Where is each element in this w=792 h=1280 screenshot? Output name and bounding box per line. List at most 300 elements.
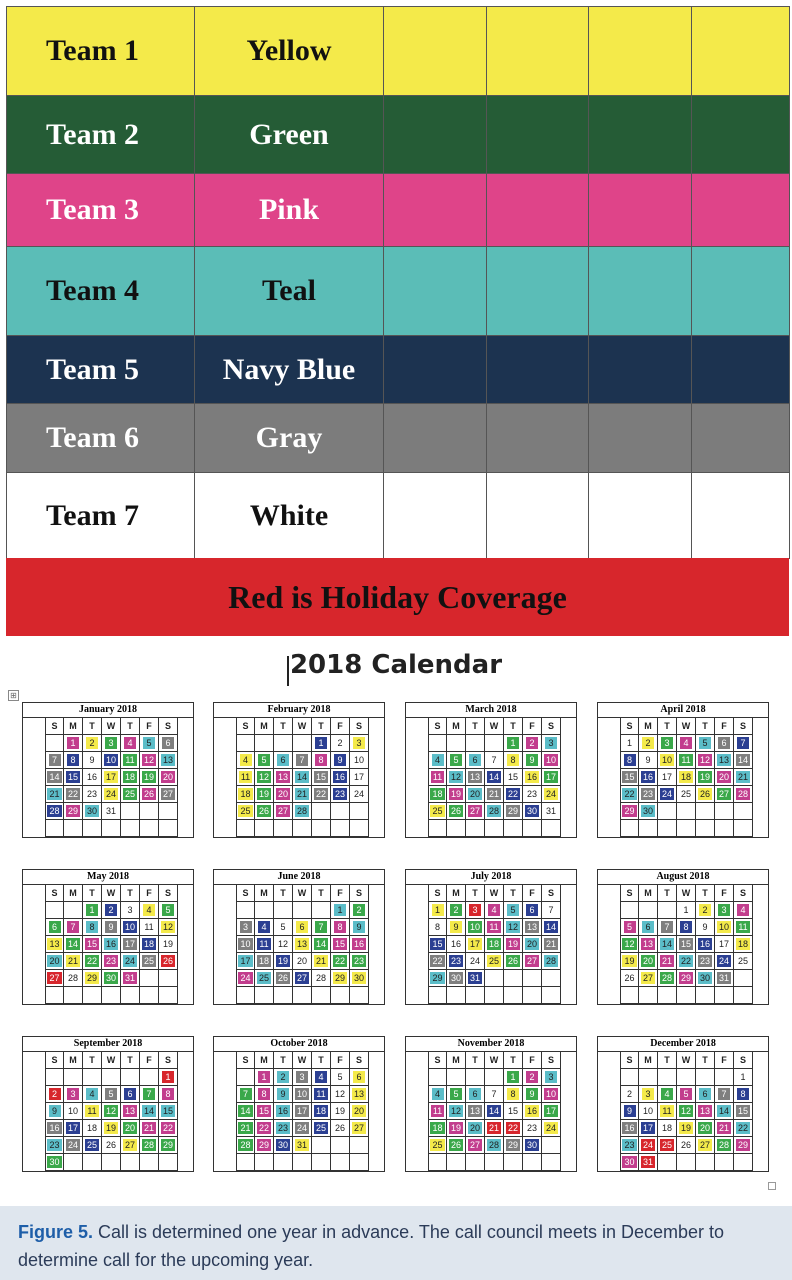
day-cell[interactable] [639, 803, 658, 820]
day-cell[interactable] [102, 970, 121, 987]
day-cell[interactable] [658, 735, 677, 752]
day-cell[interactable] [331, 1069, 350, 1086]
day-cell[interactable] [485, 1103, 504, 1120]
day-cell[interactable] [658, 953, 677, 970]
day-cell[interactable] [102, 919, 121, 936]
day-cell[interactable] [293, 1069, 312, 1086]
day-cell[interactable] [466, 752, 485, 769]
day-cell[interactable] [102, 752, 121, 769]
day-cell[interactable] [350, 902, 369, 919]
day-cell[interactable] [159, 1120, 178, 1137]
day-cell[interactable] [121, 1086, 140, 1103]
day-cell[interactable] [102, 953, 121, 970]
day-cell[interactable] [350, 786, 369, 803]
day-cell[interactable] [102, 1103, 121, 1120]
day-cell[interactable] [312, 919, 331, 936]
day-cell[interactable] [447, 1120, 466, 1137]
day-cell[interactable] [447, 919, 466, 936]
day-cell[interactable] [236, 1086, 255, 1103]
day-cell[interactable] [140, 1086, 159, 1103]
day-cell[interactable] [696, 1120, 715, 1137]
day-cell[interactable] [45, 1086, 64, 1103]
day-cell[interactable] [466, 902, 485, 919]
day-cell[interactable] [715, 902, 734, 919]
day-cell[interactable] [677, 953, 696, 970]
day-cell[interactable] [447, 803, 466, 820]
day-cell[interactable] [466, 919, 485, 936]
day-cell[interactable] [293, 936, 312, 953]
day-cell[interactable] [121, 970, 140, 987]
day-cell[interactable] [677, 936, 696, 953]
day-cell[interactable] [140, 1120, 159, 1137]
day-cell[interactable] [639, 752, 658, 769]
day-cell[interactable] [677, 902, 696, 919]
day-cell[interactable] [658, 970, 677, 987]
day-cell[interactable] [715, 970, 734, 987]
day-cell[interactable] [274, 803, 293, 820]
day-cell[interactable] [83, 970, 102, 987]
day-cell[interactable] [350, 1120, 369, 1137]
day-cell[interactable] [447, 953, 466, 970]
day-cell[interactable] [255, 1120, 274, 1137]
day-cell[interactable] [658, 936, 677, 953]
day-cell[interactable] [121, 1103, 140, 1120]
day-cell[interactable] [542, 953, 561, 970]
day-cell[interactable] [696, 752, 715, 769]
day-cell[interactable] [504, 803, 523, 820]
day-cell[interactable] [274, 1086, 293, 1103]
day-cell[interactable] [485, 902, 504, 919]
day-cell[interactable] [620, 735, 639, 752]
day-cell[interactable] [64, 786, 83, 803]
day-cell[interactable] [45, 936, 64, 953]
day-cell[interactable] [696, 735, 715, 752]
day-cell[interactable] [293, 1137, 312, 1154]
day-cell[interactable] [121, 1120, 140, 1137]
day-cell[interactable] [696, 953, 715, 970]
day-cell[interactable] [102, 936, 121, 953]
day-cell[interactable] [64, 752, 83, 769]
day-cell[interactable] [523, 1069, 542, 1086]
day-cell[interactable] [696, 786, 715, 803]
day-cell[interactable] [255, 803, 274, 820]
day-cell[interactable] [293, 1103, 312, 1120]
day-cell[interactable] [658, 1086, 677, 1103]
day-cell[interactable] [331, 919, 350, 936]
day-cell[interactable] [312, 953, 331, 970]
day-cell[interactable] [542, 902, 561, 919]
day-cell[interactable] [331, 1086, 350, 1103]
day-cell[interactable] [715, 735, 734, 752]
day-cell[interactable] [45, 1120, 64, 1137]
day-cell[interactable] [255, 1086, 274, 1103]
day-cell[interactable] [236, 953, 255, 970]
day-cell[interactable] [274, 919, 293, 936]
day-cell[interactable] [121, 919, 140, 936]
day-cell[interactable] [715, 786, 734, 803]
day-cell[interactable] [658, 769, 677, 786]
day-cell[interactable] [159, 1103, 178, 1120]
day-cell[interactable] [312, 1120, 331, 1137]
day-cell[interactable] [45, 786, 64, 803]
day-cell[interactable] [236, 803, 255, 820]
day-cell[interactable] [121, 1137, 140, 1154]
day-cell[interactable] [734, 1137, 753, 1154]
day-cell[interactable] [236, 919, 255, 936]
day-cell[interactable] [350, 1086, 369, 1103]
day-cell[interactable] [466, 1120, 485, 1137]
day-cell[interactable] [466, 786, 485, 803]
day-cell[interactable] [734, 786, 753, 803]
day-cell[interactable] [523, 1103, 542, 1120]
day-cell[interactable] [523, 919, 542, 936]
day-cell[interactable] [45, 1103, 64, 1120]
day-cell[interactable] [83, 786, 102, 803]
day-cell[interactable] [64, 1137, 83, 1154]
day-cell[interactable] [523, 786, 542, 803]
day-cell[interactable] [523, 803, 542, 820]
day-cell[interactable] [159, 786, 178, 803]
day-cell[interactable] [255, 1103, 274, 1120]
day-cell[interactable] [428, 1120, 447, 1137]
day-cell[interactable] [293, 786, 312, 803]
day-cell[interactable] [350, 769, 369, 786]
day-cell[interactable] [255, 953, 274, 970]
day-cell[interactable] [620, 786, 639, 803]
day-cell[interactable] [159, 769, 178, 786]
day-cell[interactable] [350, 919, 369, 936]
day-cell[interactable] [734, 1069, 753, 1086]
day-cell[interactable] [236, 769, 255, 786]
day-cell[interactable] [542, 1120, 561, 1137]
day-cell[interactable] [466, 970, 485, 987]
day-cell[interactable] [542, 919, 561, 936]
day-cell[interactable] [331, 936, 350, 953]
day-cell[interactable] [255, 752, 274, 769]
day-cell[interactable] [715, 953, 734, 970]
day-cell[interactable] [504, 735, 523, 752]
day-cell[interactable] [83, 803, 102, 820]
day-cell[interactable] [428, 902, 447, 919]
day-cell[interactable] [274, 953, 293, 970]
day-cell[interactable] [542, 1086, 561, 1103]
day-cell[interactable] [236, 1137, 255, 1154]
day-cell[interactable] [523, 1120, 542, 1137]
day-cell[interactable] [523, 936, 542, 953]
day-cell[interactable] [677, 1137, 696, 1154]
day-cell[interactable] [485, 1086, 504, 1103]
day-cell[interactable] [542, 1069, 561, 1086]
day-cell[interactable] [312, 786, 331, 803]
day-cell[interactable] [542, 769, 561, 786]
day-cell[interactable] [159, 1137, 178, 1154]
day-cell[interactable] [45, 752, 64, 769]
day-cell[interactable] [274, 769, 293, 786]
day-cell[interactable] [677, 1120, 696, 1137]
day-cell[interactable] [428, 936, 447, 953]
day-cell[interactable] [620, 970, 639, 987]
day-cell[interactable] [140, 902, 159, 919]
day-cell[interactable] [83, 752, 102, 769]
day-cell[interactable] [140, 919, 159, 936]
day-cell[interactable] [485, 953, 504, 970]
day-cell[interactable] [83, 1120, 102, 1137]
day-cell[interactable] [64, 803, 83, 820]
day-cell[interactable] [102, 735, 121, 752]
day-cell[interactable] [447, 970, 466, 987]
day-cell[interactable] [312, 735, 331, 752]
day-cell[interactable] [485, 803, 504, 820]
day-cell[interactable] [428, 953, 447, 970]
day-cell[interactable] [255, 970, 274, 987]
day-cell[interactable] [293, 953, 312, 970]
day-cell[interactable] [639, 769, 658, 786]
day-cell[interactable] [428, 803, 447, 820]
day-cell[interactable] [255, 786, 274, 803]
day-cell[interactable] [274, 1069, 293, 1086]
day-cell[interactable] [331, 970, 350, 987]
day-cell[interactable] [83, 769, 102, 786]
day-cell[interactable] [83, 735, 102, 752]
day-cell[interactable] [696, 1086, 715, 1103]
day-cell[interactable] [83, 936, 102, 953]
day-cell[interactable] [331, 953, 350, 970]
day-cell[interactable] [312, 1103, 331, 1120]
day-cell[interactable] [639, 735, 658, 752]
day-cell[interactable] [45, 1137, 64, 1154]
day-cell[interactable] [677, 1103, 696, 1120]
day-cell[interactable] [331, 786, 350, 803]
day-cell[interactable] [639, 1154, 658, 1171]
day-cell[interactable] [447, 1103, 466, 1120]
day-cell[interactable] [102, 1137, 121, 1154]
day-cell[interactable] [734, 752, 753, 769]
day-cell[interactable] [542, 735, 561, 752]
day-cell[interactable] [485, 1137, 504, 1154]
day-cell[interactable] [350, 936, 369, 953]
day-cell[interactable] [121, 786, 140, 803]
day-cell[interactable] [639, 936, 658, 953]
day-cell[interactable] [677, 786, 696, 803]
day-cell[interactable] [620, 1086, 639, 1103]
day-cell[interactable] [677, 752, 696, 769]
day-cell[interactable] [331, 769, 350, 786]
day-cell[interactable] [293, 1086, 312, 1103]
day-cell[interactable] [715, 936, 734, 953]
day-cell[interactable] [293, 1120, 312, 1137]
day-cell[interactable] [102, 1120, 121, 1137]
day-cell[interactable] [102, 769, 121, 786]
day-cell[interactable] [504, 953, 523, 970]
day-cell[interactable] [121, 902, 140, 919]
day-cell[interactable] [428, 752, 447, 769]
day-cell[interactable] [274, 1120, 293, 1137]
day-cell[interactable] [293, 752, 312, 769]
day-cell[interactable] [523, 769, 542, 786]
day-cell[interactable] [696, 936, 715, 953]
day-cell[interactable] [428, 769, 447, 786]
day-cell[interactable] [140, 1137, 159, 1154]
day-cell[interactable] [293, 919, 312, 936]
day-cell[interactable] [620, 803, 639, 820]
day-cell[interactable] [466, 769, 485, 786]
day-cell[interactable] [466, 1086, 485, 1103]
day-cell[interactable] [696, 902, 715, 919]
day-cell[interactable] [542, 1103, 561, 1120]
day-cell[interactable] [83, 1137, 102, 1154]
day-cell[interactable] [620, 769, 639, 786]
day-cell[interactable] [236, 786, 255, 803]
day-cell[interactable] [504, 1120, 523, 1137]
day-cell[interactable] [140, 735, 159, 752]
day-cell[interactable] [121, 769, 140, 786]
day-cell[interactable] [523, 1137, 542, 1154]
day-cell[interactable] [734, 1086, 753, 1103]
day-cell[interactable] [542, 786, 561, 803]
day-cell[interactable] [504, 1137, 523, 1154]
day-cell[interactable] [734, 769, 753, 786]
day-cell[interactable] [696, 970, 715, 987]
day-cell[interactable] [64, 970, 83, 987]
day-cell[interactable] [466, 1103, 485, 1120]
day-cell[interactable] [715, 752, 734, 769]
day-cell[interactable] [45, 803, 64, 820]
day-cell[interactable] [236, 970, 255, 987]
day-cell[interactable] [236, 936, 255, 953]
day-cell[interactable] [734, 936, 753, 953]
day-cell[interactable] [64, 1103, 83, 1120]
day-cell[interactable] [504, 919, 523, 936]
day-cell[interactable] [485, 919, 504, 936]
day-cell[interactable] [312, 936, 331, 953]
day-cell[interactable] [620, 953, 639, 970]
day-cell[interactable] [159, 936, 178, 953]
day-cell[interactable] [64, 953, 83, 970]
day-cell[interactable] [447, 752, 466, 769]
day-cell[interactable] [83, 953, 102, 970]
day-cell[interactable] [45, 953, 64, 970]
day-cell[interactable] [83, 902, 102, 919]
day-cell[interactable] [45, 1154, 64, 1171]
day-cell[interactable] [45, 769, 64, 786]
day-cell[interactable] [658, 1103, 677, 1120]
day-cell[interactable] [639, 786, 658, 803]
day-cell[interactable] [64, 735, 83, 752]
day-cell[interactable] [159, 752, 178, 769]
day-cell[interactable] [350, 752, 369, 769]
day-cell[interactable] [734, 902, 753, 919]
day-cell[interactable] [620, 919, 639, 936]
day-cell[interactable] [102, 803, 121, 820]
day-cell[interactable] [274, 970, 293, 987]
day-cell[interactable] [159, 1069, 178, 1086]
day-cell[interactable] [236, 752, 255, 769]
day-cell[interactable] [504, 752, 523, 769]
day-cell[interactable] [428, 1103, 447, 1120]
day-cell[interactable] [485, 936, 504, 953]
day-cell[interactable] [447, 769, 466, 786]
day-cell[interactable] [504, 1086, 523, 1103]
day-cell[interactable] [523, 752, 542, 769]
day-cell[interactable] [274, 1137, 293, 1154]
day-cell[interactable] [83, 1086, 102, 1103]
day-cell[interactable] [312, 769, 331, 786]
day-cell[interactable] [639, 953, 658, 970]
day-cell[interactable] [45, 919, 64, 936]
day-cell[interactable] [312, 1086, 331, 1103]
day-cell[interactable] [658, 752, 677, 769]
day-cell[interactable] [121, 936, 140, 953]
day-cell[interactable] [677, 919, 696, 936]
day-cell[interactable] [312, 752, 331, 769]
day-cell[interactable] [350, 970, 369, 987]
day-cell[interactable] [255, 769, 274, 786]
day-cell[interactable] [658, 786, 677, 803]
day-cell[interactable] [255, 919, 274, 936]
day-cell[interactable] [523, 953, 542, 970]
day-cell[interactable] [542, 803, 561, 820]
day-cell[interactable] [140, 769, 159, 786]
day-cell[interactable] [523, 1086, 542, 1103]
day-cell[interactable] [83, 1103, 102, 1120]
day-cell[interactable] [274, 936, 293, 953]
day-cell[interactable] [734, 919, 753, 936]
day-cell[interactable] [331, 902, 350, 919]
day-cell[interactable] [715, 1120, 734, 1137]
day-cell[interactable] [504, 1103, 523, 1120]
day-cell[interactable] [102, 1086, 121, 1103]
day-cell[interactable] [639, 1120, 658, 1137]
day-cell[interactable] [639, 1103, 658, 1120]
table-anchor-icon[interactable]: ⊞ [8, 690, 19, 701]
day-cell[interactable] [620, 1103, 639, 1120]
day-cell[interactable] [64, 1086, 83, 1103]
day-cell[interactable] [350, 735, 369, 752]
day-cell[interactable] [350, 953, 369, 970]
day-cell[interactable] [734, 735, 753, 752]
day-cell[interactable] [159, 1086, 178, 1103]
resize-handle-icon[interactable] [768, 1182, 776, 1190]
day-cell[interactable] [696, 1137, 715, 1154]
day-cell[interactable] [447, 1137, 466, 1154]
day-cell[interactable] [734, 953, 753, 970]
day-cell[interactable] [504, 902, 523, 919]
day-cell[interactable] [620, 936, 639, 953]
day-cell[interactable] [64, 919, 83, 936]
day-cell[interactable] [428, 1086, 447, 1103]
day-cell[interactable] [274, 752, 293, 769]
day-cell[interactable] [620, 752, 639, 769]
day-cell[interactable] [274, 1103, 293, 1120]
day-cell[interactable] [696, 919, 715, 936]
day-cell[interactable] [428, 1137, 447, 1154]
day-cell[interactable] [236, 1120, 255, 1137]
day-cell[interactable] [504, 786, 523, 803]
day-cell[interactable] [715, 919, 734, 936]
day-cell[interactable] [504, 1069, 523, 1086]
day-cell[interactable] [159, 902, 178, 919]
day-cell[interactable] [140, 936, 159, 953]
day-cell[interactable] [447, 902, 466, 919]
day-cell[interactable] [428, 786, 447, 803]
day-cell[interactable] [466, 803, 485, 820]
day-cell[interactable] [485, 752, 504, 769]
day-cell[interactable] [677, 735, 696, 752]
day-cell[interactable] [45, 970, 64, 987]
day-cell[interactable] [64, 1120, 83, 1137]
day-cell[interactable] [159, 953, 178, 970]
day-cell[interactable] [121, 953, 140, 970]
